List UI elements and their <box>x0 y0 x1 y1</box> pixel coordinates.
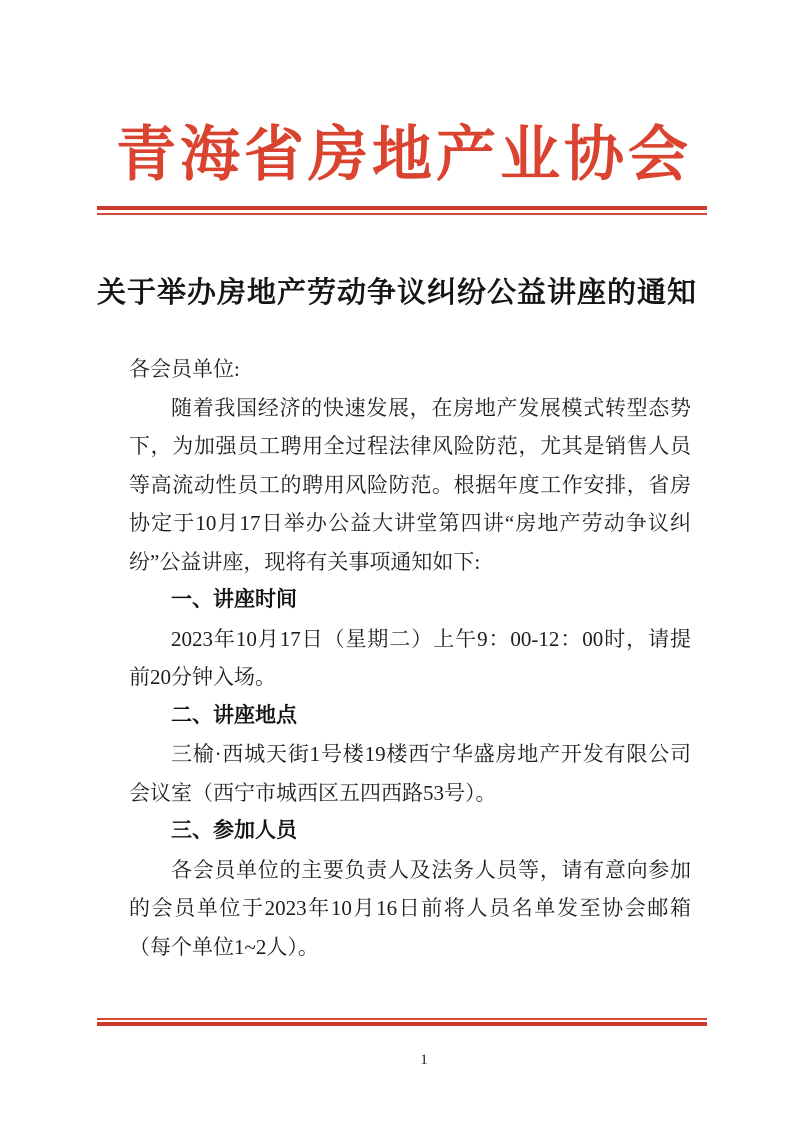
section-2-body: 三榆·西城天街1号楼19楼西宁华盛房地产开发有限公司会议室（西宁市城西区五四西路53号）。 <box>129 742 691 805</box>
section-3-heading: 三、参加人员 <box>171 819 297 842</box>
page-number: 1 <box>420 1052 428 1068</box>
footer-rule-thick <box>97 1022 707 1026</box>
notice-title: 关于举办房地产劳动争议纠纷公益讲座的通知 <box>96 277 697 309</box>
letterhead-rule-thick <box>97 206 707 210</box>
intro-paragraph: 随着我国经济的快速发展，在房地产发展模式转型态势下，为加强员工聘用全过程法律风险防范，尤其是销售人员等高流动性员工的聘用风险防范。根据年度工作安排，省房协定于10月17日举办公益大讲堂第四讲“房地产劳动争议纠纷”公益讲座，现将有关事项通知如下: <box>129 395 691 574</box>
notice-body <box>129 350 691 966</box>
salutation: 各会员单位: <box>129 357 240 381</box>
section-2-heading: 二、讲座地点 <box>171 703 297 727</box>
section-3-body: 各会员单位的主要负责人及法务人员等，请有意向参加的会员单位于2023年10月16日前将人员名单发至协会邮箱（每个单位1~2人）。 <box>129 857 691 959</box>
letterhead-org-name: 青海省房地产业协会 <box>116 122 692 188</box>
section-1-heading: 一、讲座时间 <box>171 588 297 611</box>
section-1-body: 2023年10月17日（星期二）上午9：00-12：00时，请提前20分钟入场。 <box>129 626 691 689</box>
letterhead-rule-thin <box>97 213 707 215</box>
footer-rule-thin <box>97 1018 707 1020</box>
